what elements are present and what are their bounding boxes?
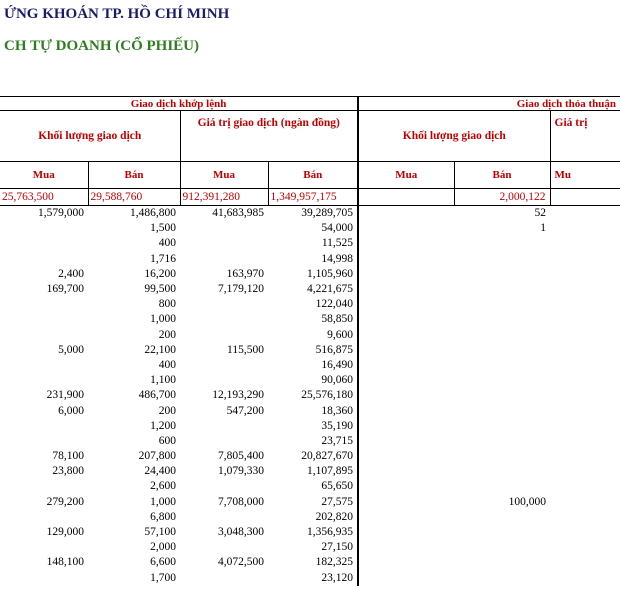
table-row [0,328,620,343]
table-cell: 1,107,895 [307,465,354,478]
table-cell [454,373,550,388]
table-cell: 78,100 [52,450,84,463]
total-value-buy: 912,391,280 [180,189,268,206]
table-cell [358,252,454,267]
buy-header-2: Mua [180,162,268,189]
table-cell: 9,600 [327,328,354,341]
table-cell [454,403,550,418]
table-cell: 1,579,000 [38,207,84,220]
table-cell [358,571,454,586]
table-cell: 486,700 [138,389,176,402]
table-cell [0,434,88,449]
table-cell: 1,356,935 [307,526,354,539]
table-cell: 600 [158,434,176,447]
table-cell: 4,072,500 [218,556,264,569]
table-cell: 27,150 [321,541,354,554]
table-cell: 547,200 [226,404,264,417]
table-cell: 202,820 [315,510,354,523]
table-cell [358,221,454,236]
table-cell: 27,575 [321,495,354,508]
table-row [0,221,620,236]
table-cell: 23,120 [321,571,354,584]
table-cell: 7,179,120 [218,283,264,296]
table-cell [0,510,88,525]
table-row [0,434,620,449]
table-cell: 52 [534,207,547,220]
table-cell: 7,805,400 [218,450,264,463]
table-row [0,343,620,358]
table-cell [180,479,268,494]
report-title-line1: ỨNG KHOÁN TP. HỒ CHÍ MINH [4,6,230,22]
table-cell [454,328,550,343]
table-cell: 115,500 [227,343,264,356]
total-nego-volume-buy [358,189,454,206]
table-cell [358,206,454,222]
table-cell: 1,079,330 [218,465,264,478]
table-cell: 23,800 [52,465,84,478]
table-cell [550,328,620,343]
table-row [0,252,620,267]
table-cell [550,343,620,358]
table-cell [550,403,620,418]
table-cell: 90,060 [321,374,354,387]
table-cell [0,479,88,494]
table-cell [358,540,454,555]
table-cell [454,479,550,494]
table-cell: 279,200 [46,495,84,508]
header-row-side [0,162,620,189]
table-row [0,388,620,403]
table-cell: 54,000 [321,222,354,235]
table-cell: 800 [158,298,176,311]
table-cell [550,525,620,540]
table-cell: 200 [158,404,176,417]
volume-nego-header: Khối lượng giao dịch [358,111,550,162]
table-cell [358,312,454,327]
table-cell [358,510,454,525]
table-cell [454,525,550,540]
table-cell [550,419,620,434]
table-cell [358,388,454,403]
table-cell [358,297,454,312]
buy-header-4: Mu [550,162,620,189]
table-row [0,236,620,251]
table-cell [454,388,550,403]
table-cell: 129,000 [46,526,84,539]
table-row [0,358,620,373]
table-cell: 65,650 [321,480,354,493]
total-nego-value-buy [550,189,620,206]
table-cell [550,252,620,267]
table-cell: 20,827,670 [301,450,354,463]
table-cell [550,464,620,479]
table-cell [358,419,454,434]
sell-header-3: Bán [454,162,550,189]
table-cell: 7,708,000 [218,495,264,508]
table-cell: 58,850 [321,313,354,326]
table-cell [454,571,550,586]
totals-row [0,189,620,206]
table-cell [454,358,550,373]
table-row [0,267,620,282]
table-cell [454,510,550,525]
table-cell: 35,190 [321,419,354,432]
table-cell: 207,800 [138,450,176,463]
table-cell [180,434,268,449]
table-cell [550,434,620,449]
table-cell [180,221,268,236]
trading-table [0,96,620,586]
table-cell: 400 [158,237,176,250]
table-cell: 200 [158,328,176,341]
table-cell: 41,683,985 [212,207,264,220]
table-cell: 1,105,960 [307,267,354,280]
table-row [0,525,620,540]
table-cell [550,495,620,510]
table-cell: 2,600 [150,480,176,493]
table-cell [0,419,88,434]
table-cell [454,419,550,434]
total-value-sell: 1,349,957,175 [268,189,358,206]
table-cell [0,358,88,373]
table-cell: 1,000 [150,313,176,326]
table-cell [180,571,268,586]
header-row-groups [0,97,620,111]
table-cell [180,510,268,525]
sell-header-1: Bán [88,162,180,189]
table-cell [550,510,620,525]
volume-header: Khối lượng giao dịch [38,130,142,142]
table-cell [550,373,620,388]
table-cell [550,312,620,327]
sell-header-2: Bán [268,162,358,189]
table-row [0,464,620,479]
table-cell: 169,700 [46,283,84,296]
table-cell [0,221,88,236]
table-cell: 6,000 [58,404,84,417]
table-row [0,297,620,312]
table-cell [550,206,620,222]
table-cell: 39,289,705 [301,207,354,220]
table-cell [358,373,454,388]
report-title-line2: CH TỰ DOANH (CỔ PHIẾU) [4,38,199,54]
table-cell [180,328,268,343]
table-cell [0,297,88,312]
table-cell: 24,400 [144,465,176,478]
table-cell: 5,000 [58,343,84,356]
table-cell: 4,221,675 [307,283,354,296]
table-cell [358,495,454,510]
table-cell [358,525,454,540]
table-cell: 6,800 [150,510,176,523]
total-volume-buy: 25,763,500 [0,189,88,206]
table-row [0,403,620,418]
table-cell [180,540,268,555]
table-cell [550,449,620,464]
table-cell [454,464,550,479]
table-cell: 2,400 [58,267,84,280]
table-cell: 231,900 [46,389,84,402]
total-nego-volume-sell: 2,000,122 [454,189,550,206]
table-cell [180,358,268,373]
table-cell: 99,500 [144,283,176,296]
table-cell [180,236,268,251]
table-cell: 6,600 [150,556,176,569]
table-cell [550,540,620,555]
table-cell: 18,360 [321,404,354,417]
table-row [0,312,620,327]
table-cell [180,373,268,388]
table-cell: 22,100 [144,343,176,356]
table-row [0,419,620,434]
table-cell [0,571,88,586]
table-row [0,571,620,586]
buy-header-1: Mua [0,162,88,189]
table-row [0,282,620,297]
table-cell [180,419,268,434]
table-cell: 1,700 [150,571,176,584]
table-cell: 16,200 [144,267,176,280]
table-row [0,479,620,494]
table-cell [180,297,268,312]
table-cell [454,343,550,358]
table-cell [550,267,620,282]
table-body [0,206,620,586]
table-cell [454,312,550,327]
table-cell: 11,525 [321,237,354,250]
table-cell [454,540,550,555]
table-cell [180,312,268,327]
table-cell: 2,000 [150,541,176,554]
table-cell: 1,716 [150,252,176,265]
table-cell [358,358,454,373]
table-cell [358,282,454,297]
table-row [0,373,620,388]
table-cell [454,555,550,570]
table-cell [454,297,550,312]
table-cell [358,267,454,282]
table-cell: 3,048,300 [218,526,264,539]
table-cell: 400 [158,358,176,371]
table-cell [358,479,454,494]
table-cell [454,449,550,464]
table-cell [358,236,454,251]
table-cell: 12,193,290 [212,389,264,402]
table-cell: 1 [540,222,547,235]
table-cell [0,328,88,343]
table-cell: 23,715 [321,434,354,447]
table-cell [454,236,550,251]
table-cell [0,252,88,267]
table-cell: 57,100 [144,526,176,539]
table-cell [0,312,88,327]
table-row [0,449,620,464]
header-row-measures [0,111,620,162]
table-cell: 163,970 [226,267,264,280]
table-cell: 14,998 [321,252,354,265]
table-cell [358,328,454,343]
table-cell [358,464,454,479]
buy-header-3: Mua [358,162,454,189]
table-cell [454,267,550,282]
table-cell: 1,100 [150,374,176,387]
table-cell [550,479,620,494]
total-volume-sell: 29,588,760 [88,189,180,206]
table-cell: 516,875 [315,343,354,356]
table-row [0,540,620,555]
table-row [0,510,620,525]
table-cell [550,571,620,586]
table-cell [454,252,550,267]
table-cell: 100,000 [508,495,547,508]
table-cell [0,373,88,388]
table-cell [550,282,620,297]
table-cell [358,343,454,358]
table-cell [454,282,550,297]
group-negotiated-header: Giao dịch thỏa thuận [358,97,620,111]
table-row [0,206,620,222]
table-cell: 182,325 [315,556,354,569]
table-cell [358,555,454,570]
table-cell [358,434,454,449]
table-cell: 1,500 [150,222,176,235]
table-cell: 1,000 [150,495,176,508]
table-cell [0,540,88,555]
table-row [0,495,620,510]
table-row [0,555,620,570]
table-cell: 16,490 [321,358,354,371]
table-cell [358,403,454,418]
table-cell [550,297,620,312]
table-cell [550,358,620,373]
value-header: Giá trị giao dịch (ngàn đồng) [180,111,358,162]
group-matched-header: Giao dịch khớp lệnh [0,97,358,111]
table-cell [0,236,88,251]
table-cell [358,449,454,464]
table-cell [550,236,620,251]
value-nego-header: Giá trị [550,111,620,162]
table-cell [180,252,268,267]
table-cell [550,555,620,570]
table-cell: 1,200 [150,419,176,432]
table-cell [550,388,620,403]
table-cell: 148,100 [46,556,84,569]
table-cell [550,221,620,236]
table-cell: 25,576,180 [301,389,354,402]
table-cell [454,434,550,449]
table-cell: 1,486,800 [130,207,176,220]
table-cell: 122,040 [315,298,354,311]
